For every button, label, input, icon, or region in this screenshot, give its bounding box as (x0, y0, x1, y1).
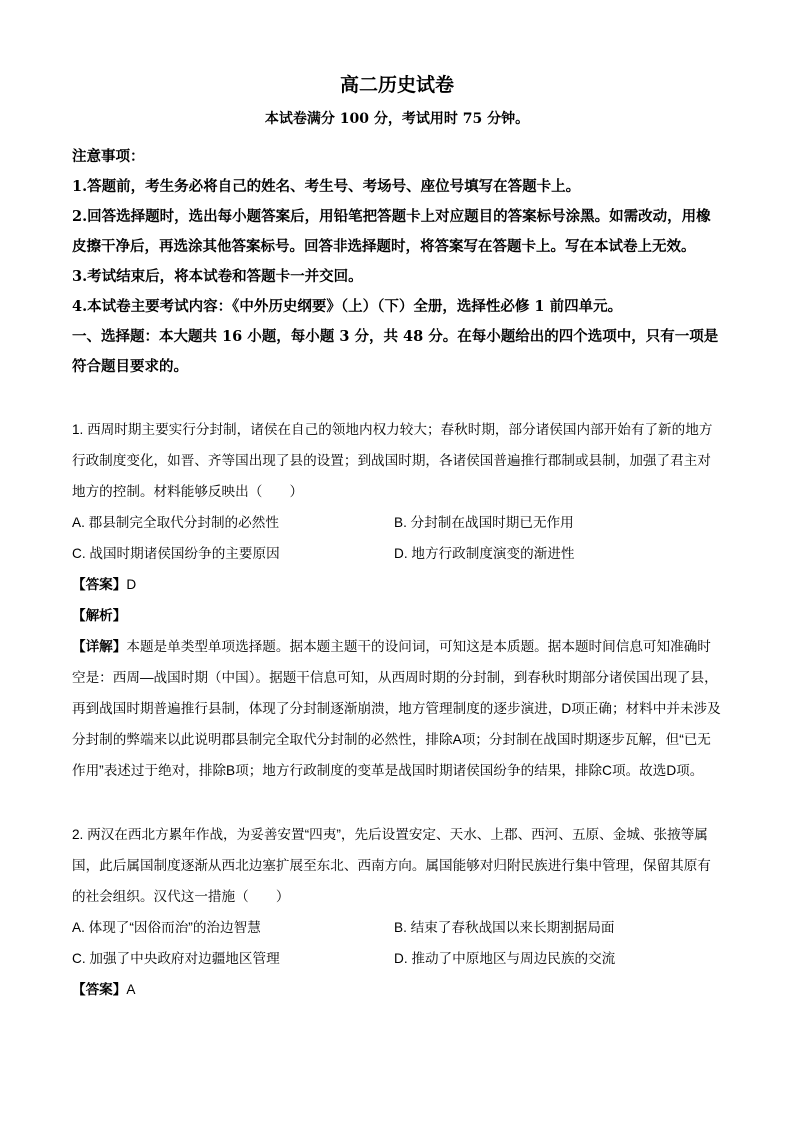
option-a: A. 体现了“因俗而治”的治边智慧 (72, 920, 261, 935)
option-c: C. 加强了中央政府对边疆地区管理 (72, 951, 280, 966)
notice-section (72, 142, 722, 382)
analysis-tag: 【解析】 (72, 608, 127, 623)
notice-item: 2.回答选择题时，选出每小题答案后，用铅笔把答题卡上对应题目的答案标号涂黑。如需改动，用橡皮擦干净后，再选涂其他答案标号。回答非选择题时，将答案写在答题卡上。写在本试卷上无效。 (72, 208, 711, 255)
option-c: C. 战国时期诸侯国纷争的主要原因 (72, 546, 280, 561)
notice-item: 1.答题前，考生务必将自己的姓名、考生号、考场号、座位号填写在答题卡上。 (72, 178, 581, 195)
option-b: B. 结束了春秋战国以来长期割据局面 (394, 920, 615, 935)
question-2 (72, 819, 722, 1005)
options-list (72, 912, 722, 974)
page-title: 高二历史试卷 (339, 74, 454, 96)
answer-value: D (126, 577, 137, 592)
detail-tag: 【详解】 (72, 639, 127, 654)
question-1 (72, 414, 722, 786)
notice-heading: 注意事项： (72, 148, 145, 165)
option-d: D. 地方行政制度演变的渐进性 (394, 546, 575, 561)
option-b: B. 分封制在战国时期已无作用 (394, 515, 574, 530)
answer-value: A (126, 982, 136, 997)
detail-text: 本题是单类型单项选择题。据本题主题干的设问词，可知这是本质题。据本题时间信息可知准确时空是：西周—战国时期（中国）。据题干信息可知，从西周时期的分封制，到春秋时期部分诸侯国出现了县，再到战国时期普遍推行县制，体现了分封制逐渐崩溃，地方管理制度的逐步演进，D项正确；材料中并未涉及分封制的弊端来以此说明郡县制完全取代分封制的必然性，排除A项；分封制在战国时期逐步瓦解，但“已无作用”表述过于绝对，排除B项；地方行政制度的变革是战国时期诸侯国纷争的结果，排除C项。故选D项。 (72, 639, 721, 778)
options-list (72, 507, 722, 569)
option-d: D. 推动了中原地区与周边民族的交流 (394, 951, 616, 966)
answer-line (72, 974, 722, 1005)
page-subtitle: 本试卷满分 100 分，考试用时 75 分钟。 (264, 111, 530, 127)
answer-tag: 【答案】 (72, 577, 127, 592)
section-heading: 一、选择题：本大题共 16 小题，每小题 3 分，共 48 分。在每小题给出的四个选项中，只有一项是符合题目要求的。 (72, 328, 719, 375)
question-stem: 2. 两汉在西北方累年作战，为妥善安置“四夷”，先后设置安定、天水、上郡、西河、五原、金城、张掖等属国，此后属国制度逐渐从西北边塞扩展至东北、西南方向。属国能够对归附民族进行集中管理，保留其原有的社会组织。汉代这一措施（ ） (72, 827, 711, 904)
option-a: A. 郡县制完全取代分封制的必然性 (72, 515, 279, 530)
notice-item: 3.考试结束后，将本试卷和答题卡一并交回。 (72, 268, 363, 285)
answer-tag: 【答案】 (72, 982, 127, 997)
notice-item: 4.本试卷主要考试内容：《中外历史纲要》（上）（下）全册，选择性必修 1 前四单元。 (72, 298, 623, 315)
detail-paragraph (72, 631, 722, 786)
answer-line (72, 569, 722, 600)
question-stem: 1. 西周时期主要实行分封制，诸侯在自己的领地内权力较大；春秋时期，部分诸侯国内部开始有了新的地方行政制度变化，如晋、齐等国出现了县的设置；到战国时期，各诸侯国普遍推行郡制或县制，加强了君主对地方的控制。材料能够反映出（ ） (72, 422, 713, 499)
